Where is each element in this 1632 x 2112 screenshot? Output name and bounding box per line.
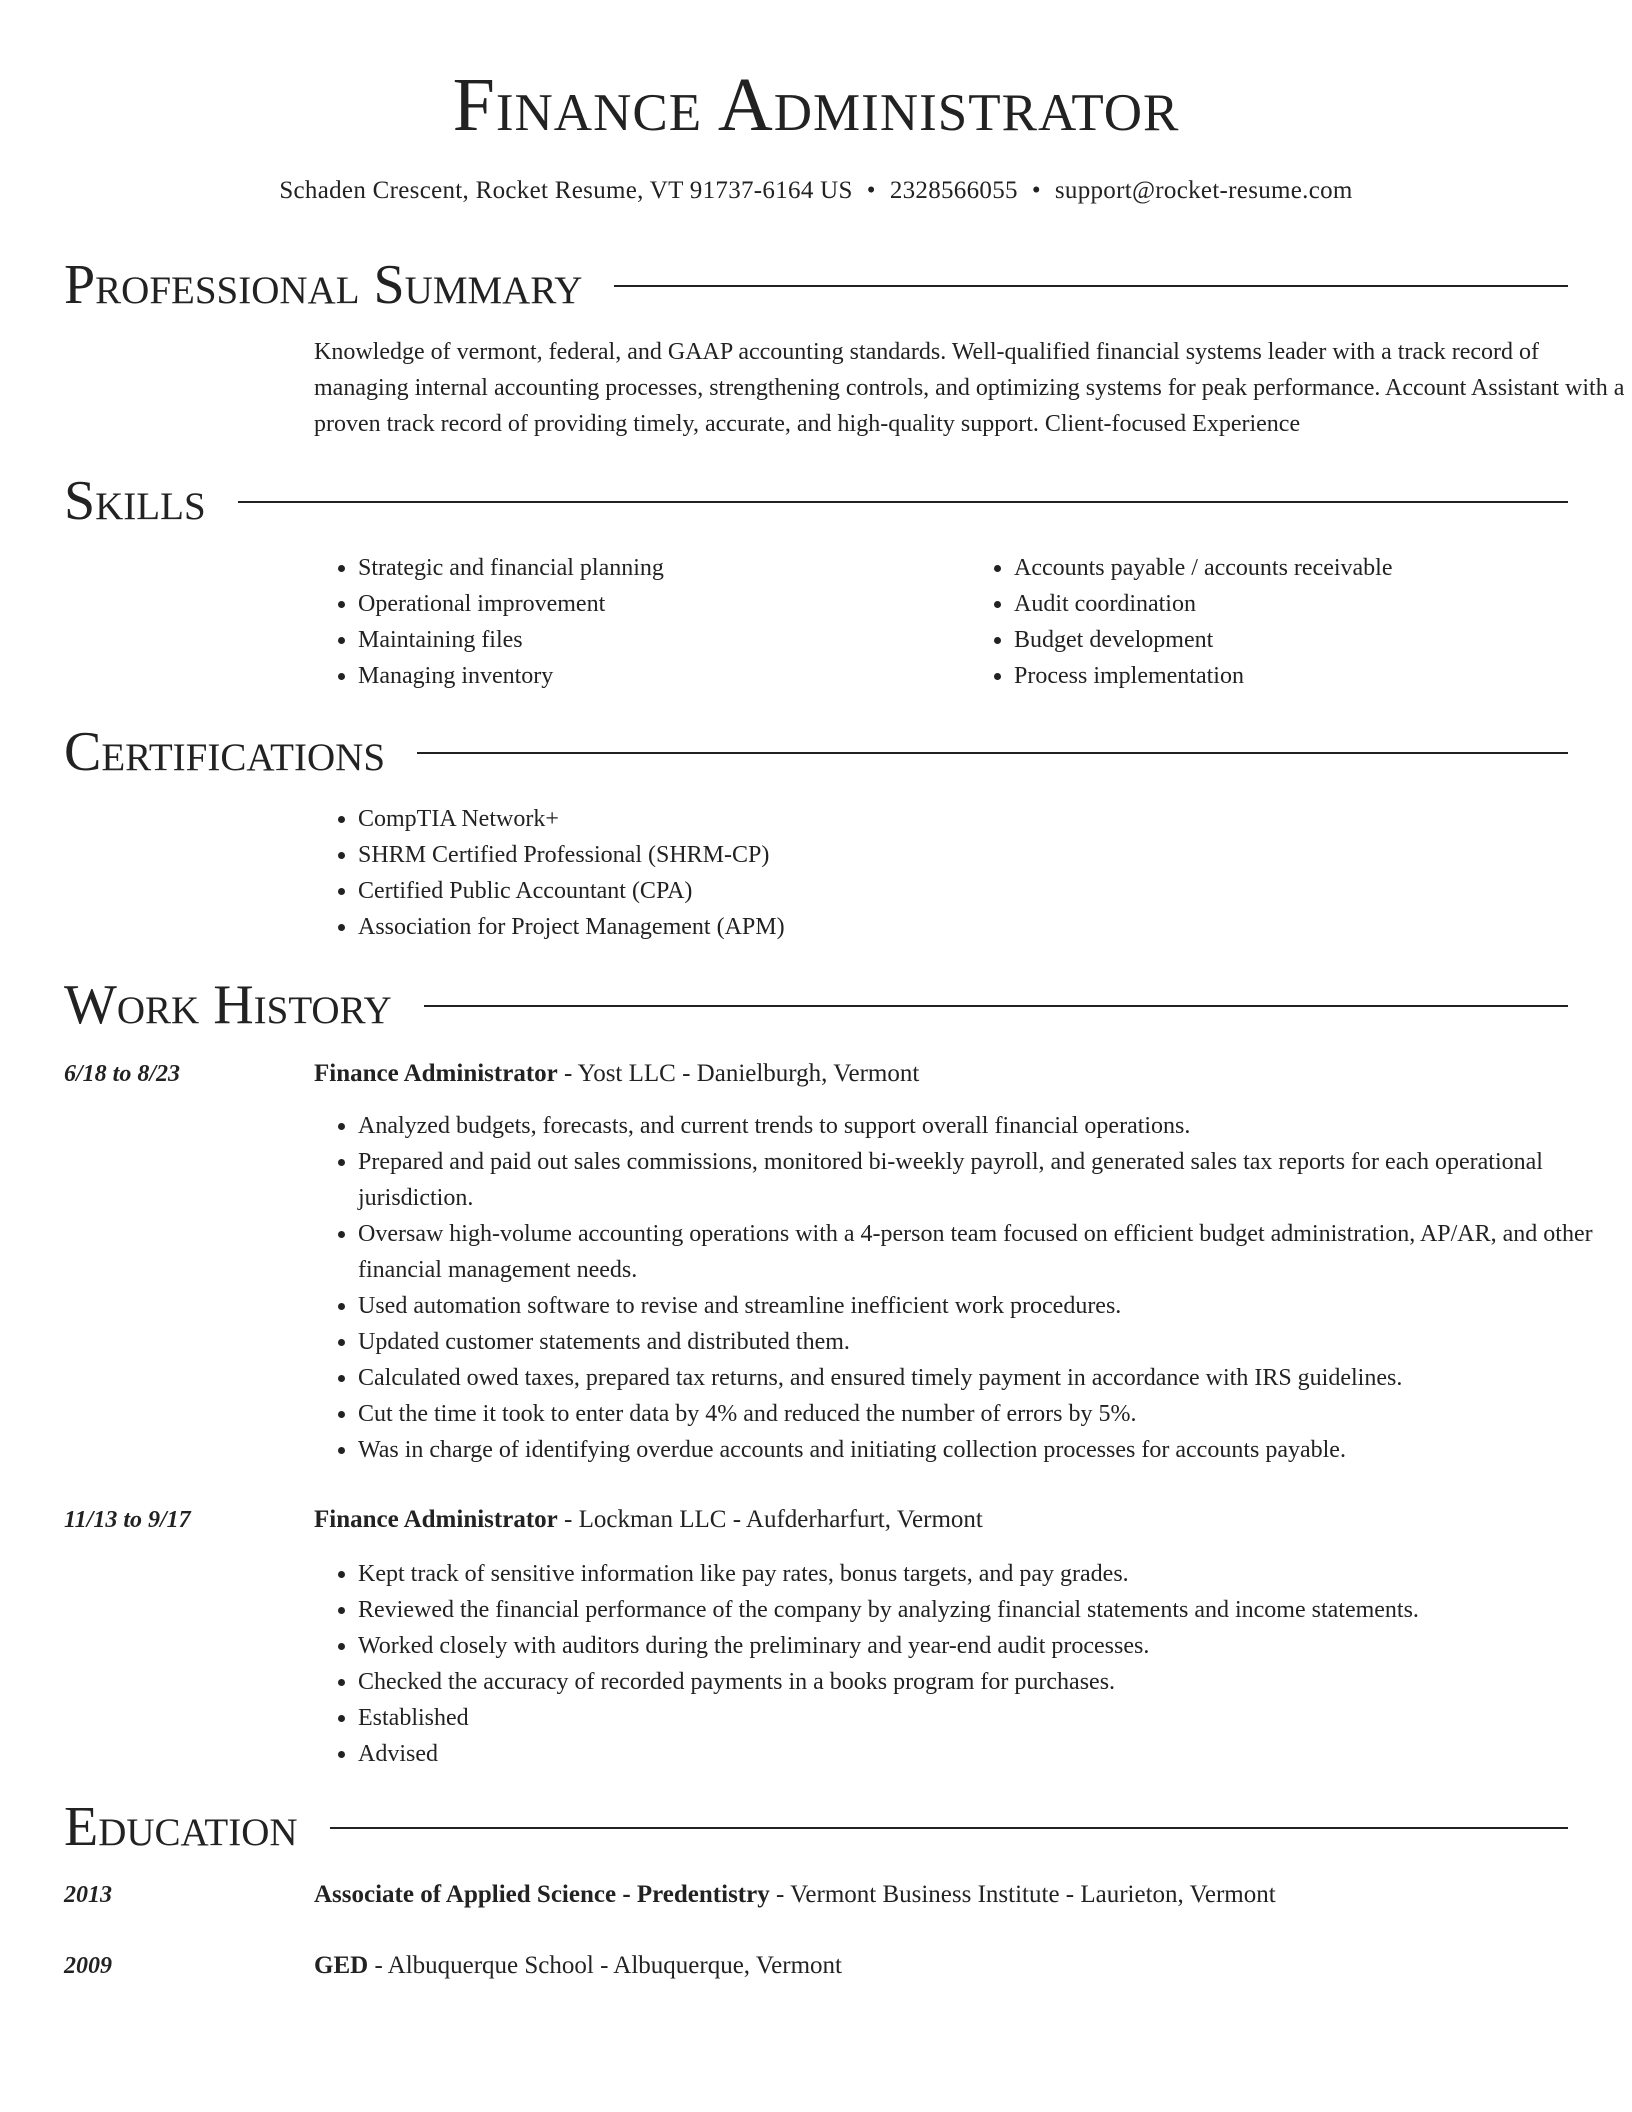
certification-item: • Certified Public Accountant (CPA) (358, 873, 1626, 909)
skill-item: • Strategic and financial planning (358, 550, 970, 586)
certifications-section-header (64, 720, 1568, 784)
job-title-line (314, 1502, 983, 1538)
summary-section-header (64, 253, 1568, 317)
job-dates: 6/18 to 8/23 (64, 1061, 181, 1087)
section-divider (614, 285, 1568, 287)
education-section-header (64, 1795, 1568, 1859)
contact-separator: • (866, 177, 876, 204)
section-divider (238, 501, 1568, 503)
skills-section-title: Skills (64, 470, 206, 532)
summary-section-title: Professional Summary (64, 254, 583, 316)
skill-item: • Budget development (1014, 622, 1626, 658)
contact-address: Schaden Crescent, Rocket Resume, VT 91737-6164 US (279, 177, 853, 204)
skills-list-right (970, 550, 1626, 694)
contact-email: support@rocket-resume.com (1054, 177, 1353, 204)
certification-item: • SHRM Certified Professional (SHRM-CP) (358, 837, 1626, 873)
skill-item: • Maintaining files (358, 622, 970, 658)
work-section-title: Work History (64, 974, 392, 1036)
skill-item: • Managing inventory (358, 658, 970, 694)
job-bullet: • Checked the accuracy of recorded payments in a books program for purchases. (358, 1664, 1626, 1700)
skills-block (314, 550, 1626, 694)
job-details: - Lockman LLC - Aufderharfurt, Vermont (557, 1506, 983, 1533)
certification-item: • CompTIA Network+ (358, 801, 1626, 837)
job-bullet: • Analyzed budgets, forecasts, and current trends to support overall financial operations. (358, 1108, 1626, 1144)
skill-item: • Audit coordination (1014, 586, 1626, 622)
education-degree: Associate of Applied Science - Predentistry (314, 1881, 770, 1908)
certifications-section-title: Certifications (64, 721, 386, 783)
contact-phone: 2328566055 (889, 177, 1018, 204)
education-section-title: Education (64, 1796, 298, 1858)
job-bullet: • Oversaw high-volume accounting operations with a 4-person team focused on efficient budget administration, AP/AR, and other financial management needs. (358, 1216, 1626, 1288)
job-bullet: • Established (358, 1700, 1626, 1736)
education-year: 2009 (64, 1953, 112, 1979)
contact-separator: • (1031, 177, 1041, 204)
education-details: - Vermont Business Institute - Laurieton, Vermont (769, 1881, 1276, 1908)
education-degree: GED (314, 1952, 369, 1979)
resume-name: Finance Administrator (452, 63, 1180, 147)
certifications-list (314, 801, 1626, 945)
education-line (314, 1877, 1276, 1913)
summary-block (314, 334, 1626, 442)
job-details: - Yost LLC - Danielburgh, Vermont (557, 1060, 920, 1087)
skill-item: • Accounts payable / accounts receivable (1014, 550, 1626, 586)
job-bullet: • Cut the time it took to enter data by 4% and reduced the number of errors by 5%. (358, 1396, 1626, 1432)
job-bullets-block (314, 1108, 1626, 1468)
job-bullet: • Advised (358, 1736, 1626, 1772)
job-bullet: • Reviewed the financial performance of the company by analyzing financial statements and income statements. (358, 1592, 1626, 1628)
section-divider (417, 752, 1568, 754)
education-details: - Albuquerque School - Albuquerque, Vermont (368, 1952, 842, 1979)
certifications-block (314, 801, 1626, 945)
job-bullets (314, 1108, 1626, 1468)
job-bullets-block (314, 1556, 1626, 1772)
education-line (314, 1948, 842, 1984)
education-year: 2013 (64, 1882, 112, 1908)
job-title-line (314, 1056, 919, 1092)
skills-section-header (64, 469, 1568, 533)
skill-item: • Operational improvement (358, 586, 970, 622)
section-divider (424, 1005, 1568, 1007)
skills-list-left (314, 550, 970, 694)
job-bullet: • Used automation software to revise and streamline inefficient work procedures. (358, 1288, 1626, 1324)
work-section-header (64, 973, 1568, 1037)
job-bullet: • Prepared and paid out sales commissions, monitored bi-weekly payroll, and generated sales tax reports for each operational jurisdiction. (358, 1144, 1626, 1216)
contact-line (64, 174, 1568, 208)
summary-text: Knowledge of vermont, federal, and GAAP accounting standards. Well-qualified financial systems leader with a track record of managing internal accounting processes, strengthening controls, and optimizing systems for peak performance. Account Assistant with a proven track record of providing timely, accurate, and high-quality support. Client-focused Experience (314, 339, 1625, 437)
job-bullet: • Worked closely with auditors during the preliminary and year-end audit processes. (358, 1628, 1626, 1664)
job-role: Finance Administrator (314, 1060, 558, 1087)
job-bullet: • Kept track of sensitive information like pay rates, bonus targets, and pay grades. (358, 1556, 1626, 1592)
job-bullet: • Calculated owed taxes, prepared tax returns, and ensured timely payment in accordance with IRS guidelines. (358, 1360, 1626, 1396)
job-dates: 11/13 to 9/17 (64, 1507, 191, 1533)
certification-item: • Association for Project Management (APM) (358, 909, 1626, 945)
job-role: Finance Administrator (314, 1506, 558, 1533)
section-divider (330, 1827, 1568, 1829)
job-bullet: • Updated customer statements and distributed them. (358, 1324, 1626, 1360)
job-bullets (314, 1556, 1626, 1772)
skill-item: • Process implementation (1014, 658, 1626, 694)
job-bullet: • Was in charge of identifying overdue accounts and initiating collection processes for accounts payable. (358, 1432, 1626, 1468)
